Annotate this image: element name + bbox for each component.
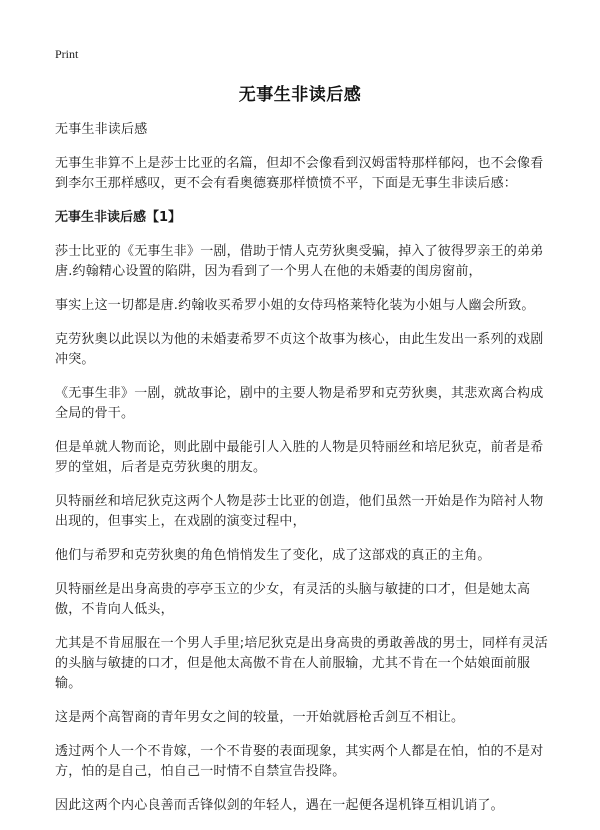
paragraph: 贝特丽丝是出身高贵的亭亭玉立的少女，有灵活的头脑与敏捷的口才，但是她太高傲，不肯向人低头， bbox=[55, 582, 531, 617]
article-subtitle: 无事生非读后感 bbox=[55, 122, 148, 137]
paragraph: 但是单就人物而论，则此剧中最能引人入胜的人物是贝特丽丝和培尼狄克，前者是希罗的堂姐，后者是克劳狄奥的朋友。 bbox=[55, 440, 544, 475]
paragraph: 这是两个高智商的青年男女之间的较量，一开始就唇枪舌剑互不相让。 bbox=[55, 710, 465, 725]
paragraph: 因此这两个内心良善而舌锋似剑的年轻人，遇在一起便各逞机锋互相讥诮了。 bbox=[55, 798, 504, 813]
article-body bbox=[55, 120, 550, 830]
paragraph: 《无事生非》一剧，就故事论，剧中的主要人物是希罗和克劳狄奥，其悲欢离合构成全局的骨干。 bbox=[55, 386, 544, 421]
page-title: 无事生非读后感 bbox=[238, 85, 362, 105]
section-heading: 无事生非读后感【1】 bbox=[55, 210, 182, 225]
intro-paragraph: 无事生非算不上是莎士比亚的名篇，但却不会像看到汉姆雷特那样郁闷，也不会像看到李尔王那样感叹，更不会有看奥德赛那样愤愤不平，下面是无事生非读后感： bbox=[55, 156, 544, 191]
paragraph: 透过两个人一个不肯嫁，一个不肯娶的表面现象，其实两个人都是在怕，怕的不是对方，怕的是自己，怕自己一时情不自禁宣告投降。 bbox=[55, 744, 544, 779]
paragraph: 尤其是不肯屈服在一个男人手里;培尼狄克是出身高贵的勇敢善战的男士，同样有灵活的头脑与敏捷的口才，但是他太高傲不肯在人前服输，尤其不肯在一个姑娘面前服输。 bbox=[55, 636, 548, 691]
paragraph: 莎士比亚的《无事生非》一剧，借助于情人克劳狄奥受骗，掉入了彼得罗亲王的弟弟唐.约翰精心设置的陷阱，因为看到了一个男人在他的未婚妻的闺房窗前， bbox=[55, 244, 544, 279]
paragraph: 贝特丽丝和培尼狄克这两个人物是莎士比亚的创造，他们虽然一开始是作为陪衬人物出现的，但事实上，在戏剧的演变过程中， bbox=[55, 494, 544, 529]
paragraph: 事实上这一切都是唐.约翰收买希罗小姐的女侍玛格莱特化装为小姐与人幽会所致。 bbox=[55, 298, 535, 313]
paragraph: 他们与希罗和克劳狄奥的角色悄悄发生了变化，成了这部戏的真正的主角。 bbox=[55, 548, 491, 563]
print-link[interactable]: Print bbox=[55, 47, 79, 61]
paragraph: 克劳狄奥以此误以为他的未婚妻希罗不贞这个故事为核心，由此生发出一系列的戏剧冲突。 bbox=[55, 332, 544, 367]
